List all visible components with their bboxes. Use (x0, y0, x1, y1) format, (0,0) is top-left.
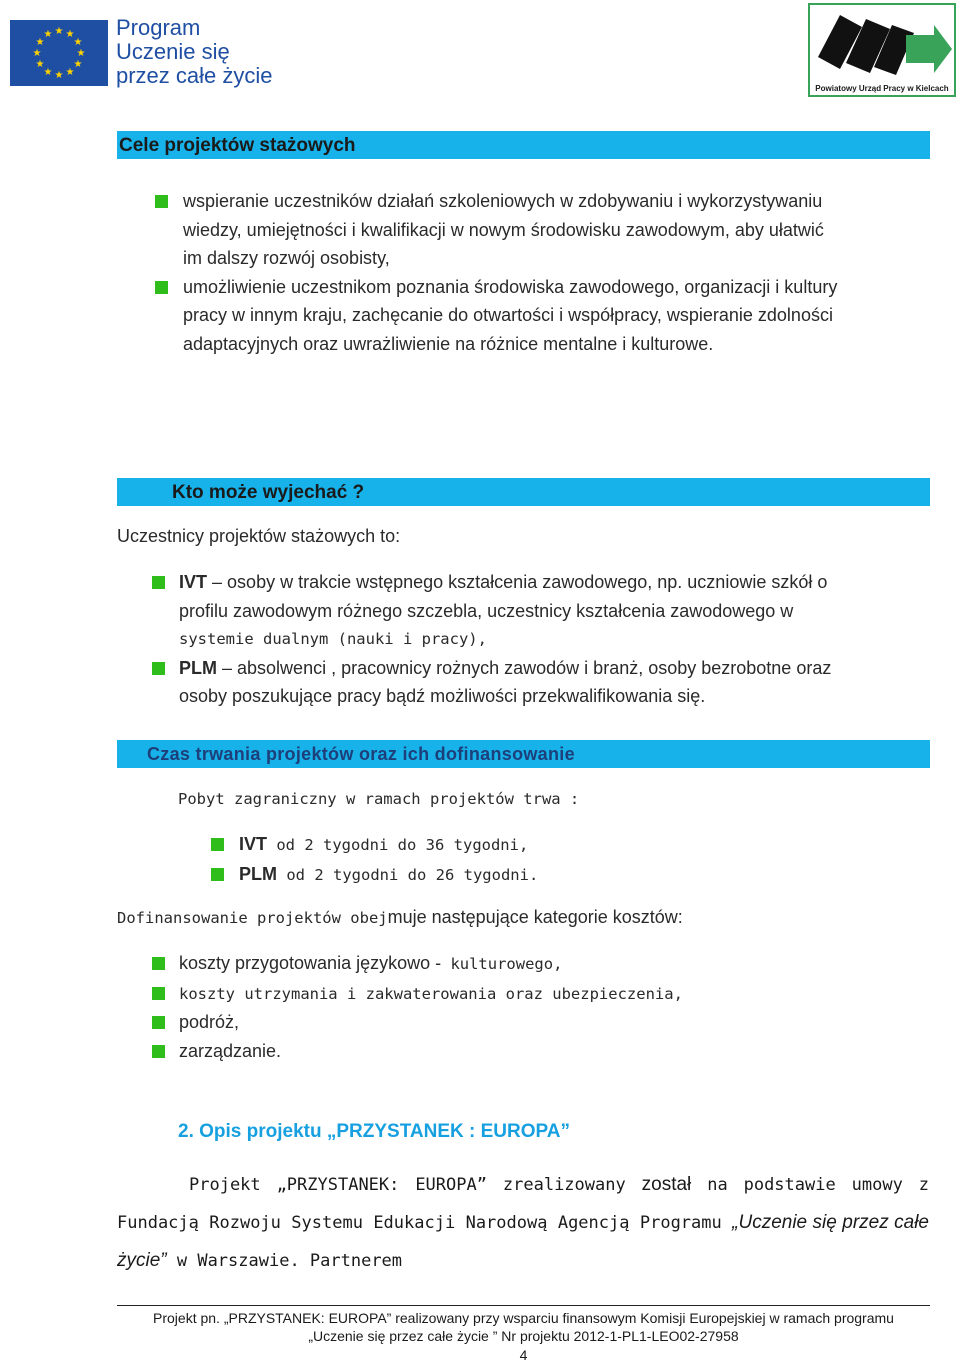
cost-text: koszty przygotowania językowo - (179, 953, 442, 973)
green-square-bullet-icon (152, 957, 165, 970)
green-square-bullet-icon (152, 1045, 165, 1058)
section-title: Czas trwania projektów oraz ich dofinansowanie (147, 744, 575, 764)
para-part: na podstawie umowy z Fundacją Rozwoju Systemu Edukacji Narodową Agencją Programu (117, 1175, 929, 1233)
list-item (211, 830, 538, 860)
who-list (152, 568, 831, 711)
term-ivt: IVT (179, 572, 208, 592)
list-item-line: pracy w innym kraju, zachęcanie do otwartości i współpracy, wspieranie zdolności (183, 305, 833, 325)
cost-text: podróż, (179, 1012, 240, 1032)
program-title-line: Uczenie się (116, 39, 230, 64)
term-description: – osoby w trakcie wstępnego kształcenia zawodowego, np. uczniowie szkół o (212, 572, 828, 592)
costs-list (152, 949, 683, 1065)
list-item-line: im dalszy rozwój osobisty, (183, 248, 390, 268)
list-item (152, 1037, 683, 1066)
list-item (152, 979, 683, 1009)
svg-text:★: ★ (76, 48, 86, 59)
green-square-bullet-icon (211, 868, 224, 881)
para-part: w Warszawie. Partnerem (166, 1251, 403, 1271)
svg-text:★: ★ (54, 70, 64, 81)
list-item-line: umożliwienie uczestnikom poznania środowiska zawodowego, organizacji i kultury (183, 276, 838, 297)
svg-text:★: ★ (73, 37, 83, 48)
program-name-italic: „Uczenie się przez całe życie” (117, 1212, 929, 1271)
eu-flag-logo (10, 20, 108, 86)
list-item (155, 187, 837, 273)
section-heading-goals (117, 131, 930, 159)
term-plm: PLM (239, 863, 277, 884)
section-title: Cele projektów stażowych (119, 135, 356, 156)
program-title-line: przez całe życie (116, 63, 273, 88)
list-item-line: profilu zawodowym różnego szczebla, uczestnicy kształcenia zawodowego w (179, 600, 794, 621)
list-item-line: osoby poszukujące pracy bądź możliwości przekwalifikowania się. (179, 686, 706, 706)
who-intro: Uczestnicy projektów stażowych to: (117, 526, 401, 546)
term-ivt: IVT (239, 834, 268, 854)
list-item (211, 860, 538, 890)
program-title-line: Program (116, 15, 201, 40)
list-item-line (179, 568, 831, 597)
term-description: – absolwenci , pracownicy rożnych zawodów i branż, osoby bezrobotne oraz (222, 657, 832, 678)
svg-text:★: ★ (73, 59, 83, 70)
svg-text:★: ★ (65, 67, 75, 78)
pup-caption: Powiatowy Urząd Pracy w Kielcach (815, 84, 949, 93)
svg-text:★: ★ (43, 29, 53, 40)
svg-text:★: ★ (35, 37, 45, 48)
svg-text:★: ★ (35, 59, 45, 70)
funding-intro-part: Dofinansowanie projektów obej (117, 909, 388, 927)
para-part: Projekt „PRZYSTANEK: EUROPA” zrealizowany (189, 1175, 642, 1195)
list-item-line: wiedzy, umiejętności i kwalifikacji w nowym środowisku zawodowym, aby ułatwić (183, 219, 824, 240)
list-item (152, 949, 683, 979)
list-item (152, 1008, 683, 1037)
list-item (152, 568, 831, 654)
cost-text: zarządzanie. (179, 1040, 282, 1061)
funding-intro (117, 903, 683, 933)
list-item (155, 273, 837, 359)
duration-intro: Pobyt zagraniczny w ramach projektów trwa : (178, 790, 580, 808)
svg-text:★: ★ (32, 48, 42, 59)
footer-divider (117, 1305, 930, 1306)
duration-list (211, 830, 538, 889)
green-square-bullet-icon (152, 576, 165, 589)
para-part: został (641, 1174, 692, 1195)
section-title: Kto może wyjechać ? (172, 482, 365, 503)
term-plm: PLM (179, 657, 217, 678)
footer-line: „Uczenie się przez całe życie ” Nr projektu 2012-1-PL1-LEO02-27958 (308, 1328, 739, 1344)
list-item-line: wspieranie uczestników działań szkoleniowych w zdobywaniu i wykorzystywaniu (183, 191, 823, 211)
page-number: 4 (519, 1347, 528, 1363)
pup-logo (808, 3, 956, 97)
green-square-bullet-icon (152, 987, 165, 1000)
list-item (152, 654, 831, 711)
section-title-project: 2. Opis projektu „PRZYSTANEK : EUROPA” (178, 1121, 571, 1142)
green-square-bullet-icon (152, 1016, 165, 1029)
cost-text: koszty utrzymania i zakwaterowania oraz ubezpieczenia, (179, 984, 683, 1003)
green-square-bullet-icon (155, 281, 168, 294)
svg-text:★: ★ (65, 29, 75, 40)
footer-line: Projekt pn. „PRZYSTANEK: EUROPA” realizowany przy wsparciu finansowym Komisji Europejskiej w ramach programu (153, 1310, 894, 1326)
duration-text: od 2 tygodni do 36 tygodni, (267, 836, 529, 854)
green-square-bullet-icon (155, 195, 168, 208)
program-logo-text (116, 16, 273, 88)
svg-text:★: ★ (43, 67, 53, 78)
svg-text:★: ★ (54, 26, 64, 37)
list-item-line: adaptacyjnych oraz uwrażliwienie na różnice mentalne i kulturowe. (183, 333, 714, 354)
duration-text: od 2 tygodni do 26 tygodni. (277, 865, 539, 884)
list-item-line (179, 654, 831, 683)
list-item-line: systemie dualnym (nauki i pracy), (179, 630, 487, 648)
funding-intro-part: muje następujące kategorie kosztów: (387, 907, 683, 927)
project-paragraph (117, 1166, 929, 1280)
green-square-bullet-icon (211, 838, 224, 851)
section-heading-duration (117, 740, 930, 768)
cost-text: kulturowego, (441, 955, 563, 973)
section-heading-who (117, 478, 930, 506)
goals-list (155, 187, 837, 358)
green-square-bullet-icon (152, 662, 165, 675)
